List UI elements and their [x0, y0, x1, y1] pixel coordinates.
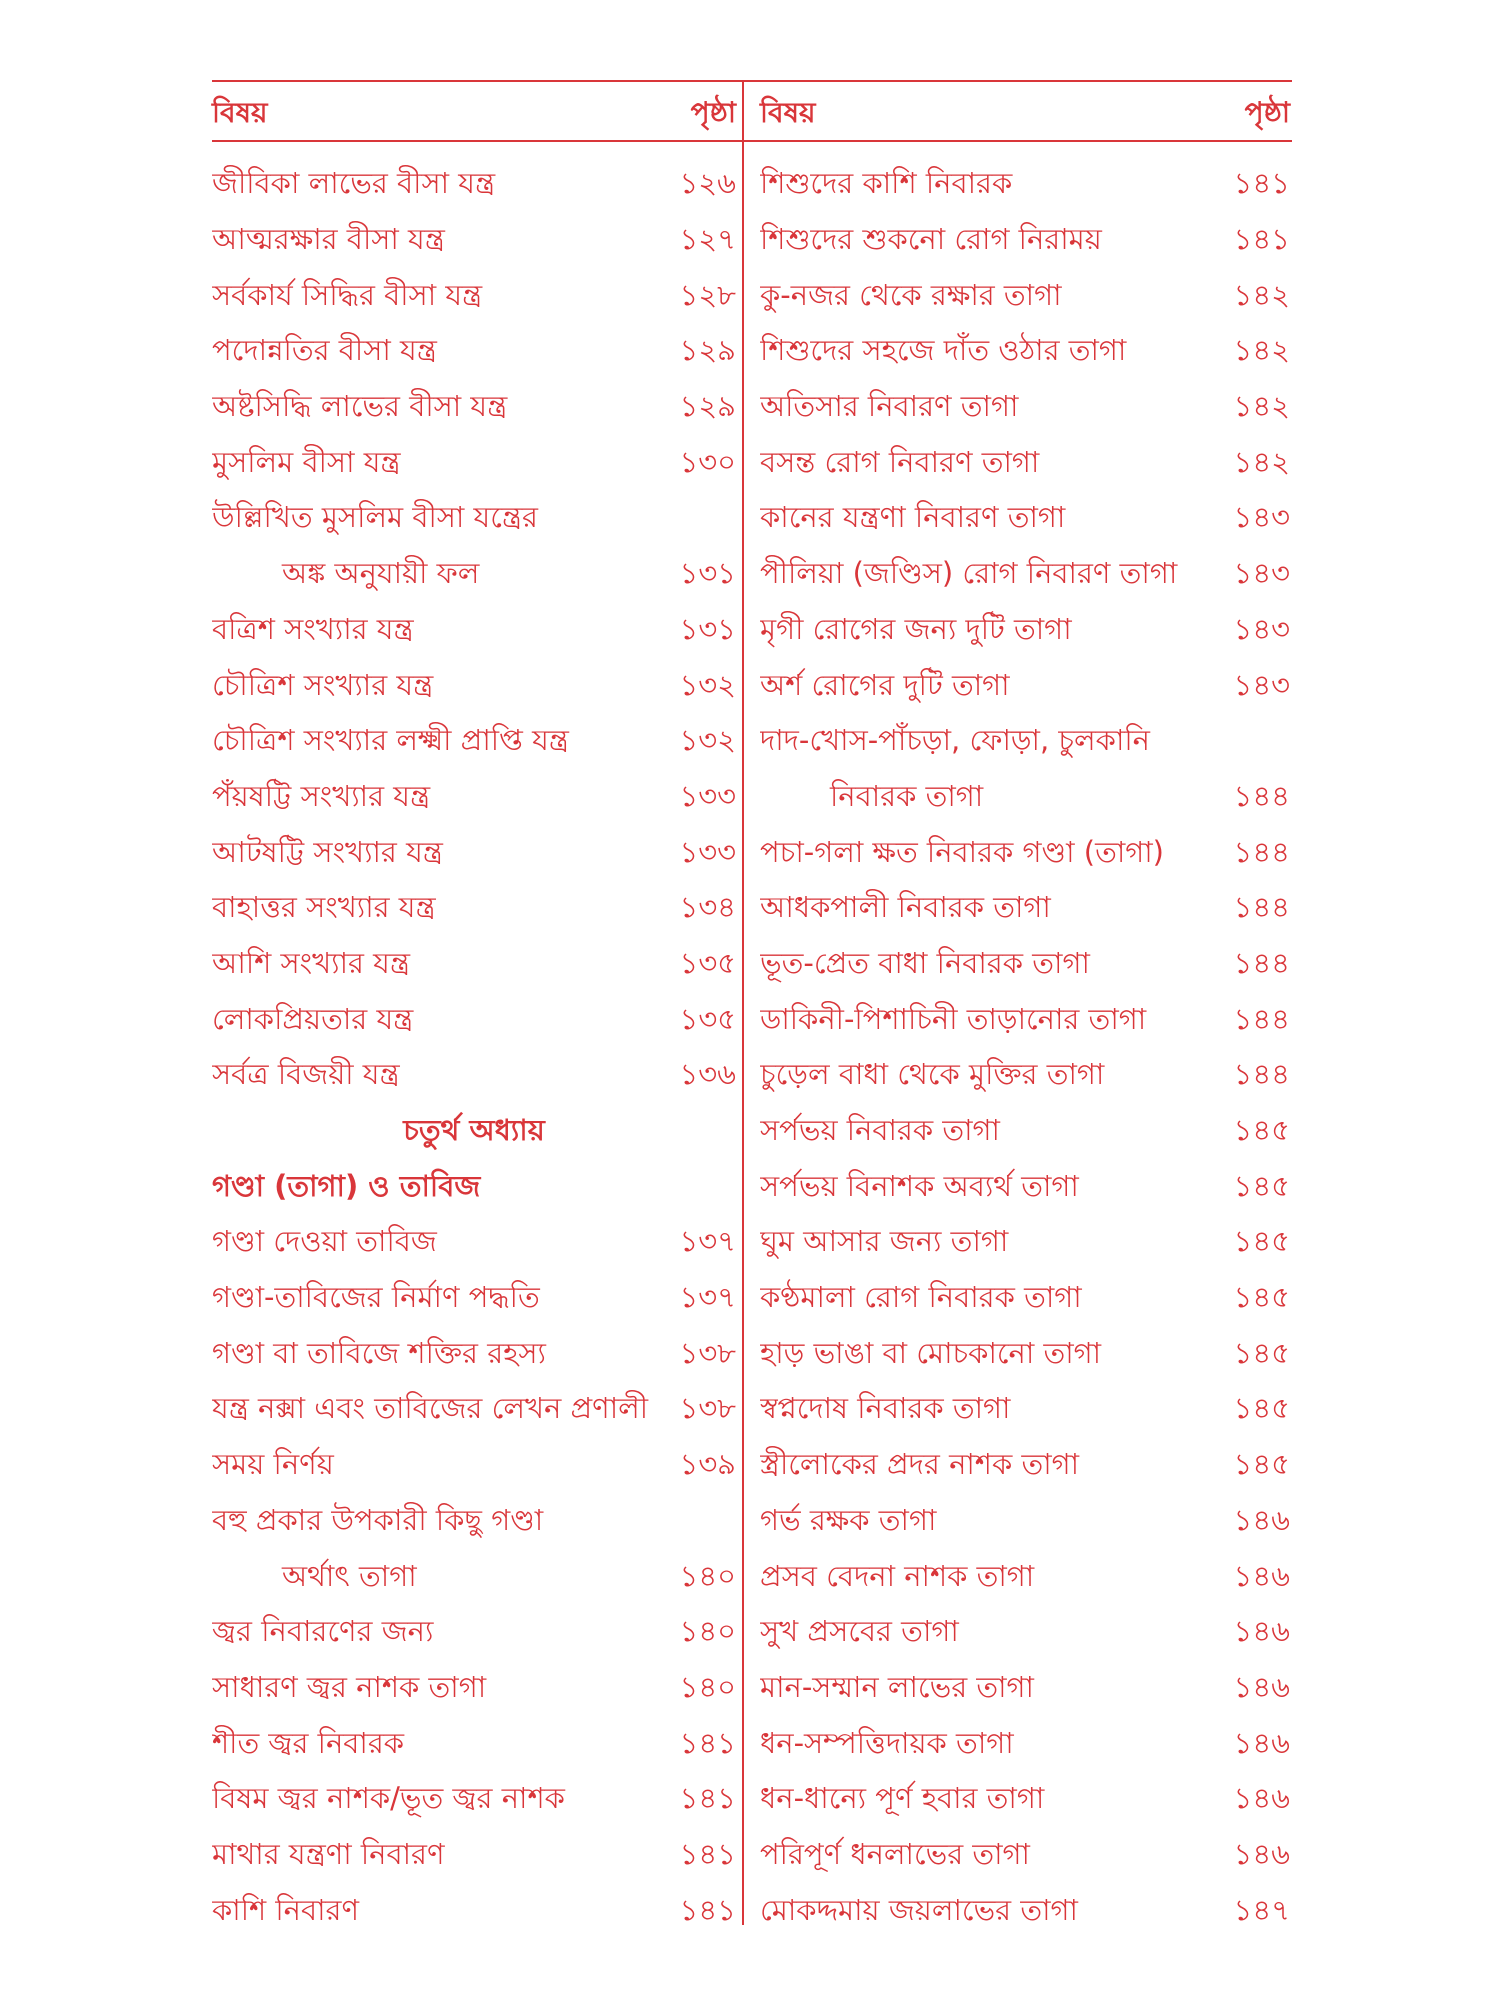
entry-page: ১৩৯	[679, 1447, 736, 1482]
entry-page: ১৪৬	[1233, 1836, 1290, 1871]
entry-page: ১৪২	[1233, 389, 1290, 424]
chapter-title: চতুর্থ অধ্যায়	[403, 1113, 545, 1148]
toc-entry	[212, 381, 736, 437]
entry-title: মান-সম্মান লাভের তাগা	[760, 1669, 1034, 1704]
entry-page: ১৩২	[679, 667, 736, 702]
left-entries	[212, 158, 736, 1940]
entry-title: চুড়েল বাধা থেকে মুক্তির তাগা	[760, 1057, 1105, 1092]
entry-page: ১৪৫	[1233, 1280, 1290, 1315]
toc-entry	[212, 1717, 736, 1773]
entry-page: ১৪২	[1233, 333, 1290, 368]
toc-entry	[760, 492, 1290, 548]
toc-entry	[760, 993, 1290, 1049]
entry-page: ১৪১	[1233, 166, 1290, 201]
entry-page: ১৪১	[679, 1781, 736, 1816]
toc-entry	[760, 715, 1290, 771]
entry-page: ১৪৫	[1233, 1224, 1290, 1259]
entry-title: লোকপ্রিয়তার যন্ত্র	[212, 1001, 414, 1036]
entry-title: মাথার যন্ত্রণা নিবারণ	[212, 1836, 445, 1871]
entry-title: পীলিয়া (জণ্ডিস) রোগ নিবারণ তাগা	[760, 556, 1178, 591]
toc-entry	[760, 1495, 1290, 1551]
toc-entry-continuation	[760, 771, 1290, 827]
toc-entry	[212, 1216, 736, 1272]
toc-entry	[212, 1439, 736, 1495]
entry-page: ১৩৬	[679, 1057, 736, 1092]
entry-page: ১৩১	[679, 611, 736, 646]
entry-title: শীত জ্বর নিবারক	[212, 1725, 405, 1760]
section-title: গণ্ডা (তাগা) ও তাবিজ	[212, 1168, 481, 1203]
section-heading	[212, 1160, 736, 1216]
toc-entry	[760, 1773, 1290, 1829]
subject-header: বিষয়	[760, 95, 816, 129]
toc-entry	[760, 548, 1290, 604]
toc-entry	[212, 436, 736, 492]
entry-title: দাদ-খোস-পাঁচড়া, ফোড়া, চুলকানি	[760, 723, 1150, 758]
entry-page: ১৪৫	[1233, 1168, 1290, 1203]
entry-title: সর্পভয় বিনাশক অব্যর্থ তাগা	[760, 1168, 1079, 1203]
entry-page: ১৪২	[1233, 277, 1290, 312]
entry-title: শিশুদের কাশি নিবারক	[760, 166, 1013, 201]
entry-page: ১৪১	[679, 1725, 736, 1760]
entry-page: ১২৮	[679, 277, 736, 312]
entry-page: ১৪৪	[1233, 1001, 1290, 1036]
entry-title: শিশুদের সহজে দাঁত ওঠার তাগা	[760, 333, 1127, 368]
toc-entry	[760, 1829, 1290, 1885]
toc-entry	[760, 269, 1290, 325]
right-entries	[760, 158, 1290, 1940]
toc-entry	[212, 269, 736, 325]
entry-title: ধন-ধান্যে পূর্ণ হবার তাগা	[760, 1781, 1045, 1816]
entry-title: কাশি নিবারণ	[212, 1892, 360, 1927]
toc-entry	[760, 1272, 1290, 1328]
entry-title: অর্থাৎ তাগা	[282, 1558, 417, 1593]
entry-title: সাধারণ জ্বর নাশক তাগা	[212, 1669, 487, 1704]
toc-entry	[212, 1829, 736, 1885]
toc-entry	[212, 1884, 736, 1940]
entry-title: অঙ্ক অনুযায়ী ফল	[282, 556, 480, 591]
entry-title: নিবারক তাগা	[830, 778, 984, 813]
toc-entry	[760, 158, 1290, 214]
toc-entry	[760, 659, 1290, 715]
entry-page: ১৪১	[1233, 222, 1290, 257]
entry-page: ১৪৬	[1233, 1781, 1290, 1816]
toc-entry	[760, 938, 1290, 994]
toc-entry	[760, 436, 1290, 492]
toc-entry	[760, 1216, 1290, 1272]
toc-entry	[212, 1495, 736, 1551]
toc-entry	[760, 1105, 1290, 1161]
toc-entry	[760, 1606, 1290, 1662]
toc-entry	[760, 1049, 1290, 1105]
entry-title: আধকপালী নিবারক তাগা	[760, 890, 1051, 925]
entry-title: ঘুম আসার জন্য তাগা	[760, 1224, 1009, 1259]
entry-page: ১৩৩	[679, 778, 736, 813]
entry-title: অষ্টসিদ্ধি লাভের বীসা যন্ত্র	[212, 389, 508, 424]
entry-page: ১৩৩	[679, 834, 736, 869]
entry-title: পদোন্নতির বীসা যন্ত্র	[212, 333, 437, 368]
entry-title: মুসলিম বীসা যন্ত্র	[212, 444, 401, 479]
entry-page: ১৪৫	[1233, 1447, 1290, 1482]
entry-title: আত্মরক্ষার বীসা যন্ত্র	[212, 222, 445, 257]
entry-title: পঁয়ষট্টি সংখ্যার যন্ত্র	[212, 778, 431, 813]
toc-entry	[760, 1884, 1290, 1940]
entry-title: উল্লিখিত মুসলিম বীসা যন্ত্রের	[212, 500, 538, 535]
entry-title: বহু প্রকার উপকারী কিছু গণ্ডা	[212, 1502, 544, 1537]
entry-page: ১৪৩	[1233, 611, 1290, 646]
entry-page: ১৪৬	[1233, 1725, 1290, 1760]
entry-title: বত্রিশ সংখ্যার যন্ত্র	[212, 611, 414, 646]
toc-entry	[212, 826, 736, 882]
entry-title: আশি সংখ্যার যন্ত্র	[212, 945, 411, 980]
entry-page: ১৪০	[679, 1669, 736, 1704]
entry-title: সর্বকার্য সিদ্ধির বীসা যন্ত্র	[212, 277, 483, 312]
entry-page: ১২৭	[679, 222, 736, 257]
entry-title: গণ্ডা-তাবিজের নির্মাণ পদ্ধতি	[212, 1280, 540, 1315]
entry-page: ১৩১	[679, 556, 736, 591]
toc-entry	[212, 882, 736, 938]
entry-page: ১৪৩	[1233, 556, 1290, 591]
toc-entry	[212, 938, 736, 994]
entry-page: ১৩০	[679, 444, 736, 479]
toc-entry	[760, 325, 1290, 381]
entry-page: ১৩৫	[679, 945, 736, 980]
entry-page: ১৪৫	[1233, 1391, 1290, 1426]
entry-title: সময় নির্ণয়	[212, 1447, 334, 1482]
entry-page: ১৪০	[679, 1558, 736, 1593]
toc-entry	[760, 826, 1290, 882]
subject-header: বিষয়	[212, 95, 268, 129]
table-of-contents	[212, 80, 1292, 1925]
entry-page: ১৪০	[679, 1614, 736, 1649]
entry-page: ১৪২	[1233, 444, 1290, 479]
entry-title: পরিপূর্ণ ধনলাভের তাগা	[760, 1836, 1030, 1871]
entry-page: ১২৯	[679, 389, 736, 424]
left-column-header	[212, 92, 736, 136]
entry-page: ১৩৭	[679, 1280, 736, 1315]
entry-title: অতিসার নিবারণ তাগা	[760, 389, 1019, 424]
entry-title: মৃগী রোগের জন্য দুটি তাগা	[760, 611, 1072, 646]
toc-entry	[212, 1049, 736, 1105]
toc-entry	[212, 1606, 736, 1662]
toc-entry	[212, 659, 736, 715]
chapter-heading	[212, 1105, 736, 1161]
toc-entry	[760, 1662, 1290, 1718]
entry-title: সর্বত্র বিজয়ী যন্ত্র	[212, 1057, 400, 1092]
entry-title: গণ্ডা বা তাবিজে শক্তির রহস্য	[212, 1335, 546, 1370]
toc-entry	[760, 882, 1290, 938]
toc-entry	[760, 381, 1290, 437]
entry-page: ১৪৫	[1233, 1113, 1290, 1148]
entry-title: অর্শ রোগের দুটি তাগা	[760, 667, 1010, 702]
toc-entry	[760, 214, 1290, 270]
toc-entry	[760, 1160, 1290, 1216]
entry-title: স্ত্রীলোকের প্রদর নাশক তাগা	[760, 1447, 1080, 1482]
entry-page: ১৪৫	[1233, 1335, 1290, 1370]
entry-page: ১৩৫	[679, 1001, 736, 1036]
entry-page: ১৪৪	[1233, 1057, 1290, 1092]
toc-entry	[760, 1439, 1290, 1495]
entry-title: চৌত্রিশ সংখ্যার লক্ষ্মী প্রাপ্তি যন্ত্র	[212, 723, 569, 758]
entry-title: জীবিকা লাভের বীসা যন্ত্র	[212, 166, 496, 201]
entry-title: বিষম জ্বর নাশক/ভূত জ্বর নাশক	[212, 1781, 565, 1816]
entry-page: ১৪৩	[1233, 500, 1290, 535]
toc-entry	[212, 993, 736, 1049]
entry-page: ১৩২	[679, 723, 736, 758]
right-column-header	[760, 92, 1290, 136]
entry-title: বসন্ত রোগ নিবারণ তাগা	[760, 444, 1040, 479]
toc-entry	[212, 604, 736, 660]
toc-entry	[760, 1550, 1290, 1606]
entry-title: জ্বর নিবারণের জন্য	[212, 1614, 434, 1649]
toc-entry	[212, 1272, 736, 1328]
entry-title: ধন-সম্পত্তিদায়ক তাগা	[760, 1725, 1014, 1760]
entry-page: ১৪৪	[1233, 890, 1290, 925]
entry-page: ১৪৪	[1233, 945, 1290, 980]
entry-page: ১৩৮	[679, 1335, 736, 1370]
entry-page: ১৪৭	[1233, 1892, 1290, 1927]
toc-entry	[212, 214, 736, 270]
entry-title: কু-নজর থেকে রক্ষার তাগা	[760, 277, 1062, 312]
entry-title: স্বপ্নদোষ নিবারক তাগা	[760, 1391, 1011, 1426]
toc-entry	[212, 492, 736, 548]
entry-title: গণ্ডা দেওয়া তাবিজ	[212, 1224, 437, 1259]
toc-entry	[212, 1327, 736, 1383]
entry-title: ডাকিনী-পিশাচিনী তাড়ানোর তাগা	[760, 1001, 1147, 1036]
toc-entry	[760, 1383, 1290, 1439]
entry-title: কণ্ঠমালা রোগ নিবারক তাগা	[760, 1280, 1082, 1315]
entry-title: মোকদ্দমায় জয়লাভের তাগা	[760, 1892, 1078, 1927]
page-header: পৃষ্ঠা	[690, 95, 736, 129]
entry-title: হাড় ভাঙা বা মোচকানো তাগা	[760, 1335, 1102, 1370]
toc-entry	[760, 604, 1290, 660]
right-column	[760, 80, 1290, 1925]
entry-title: যন্ত্র নক্সা এবং তাবিজের লেখন প্রণালী	[212, 1391, 649, 1426]
entry-page: ১৪১	[679, 1892, 736, 1927]
entry-page: ১৪১	[679, 1836, 736, 1871]
toc-entry	[212, 158, 736, 214]
toc-entry	[212, 1662, 736, 1718]
entry-page: ১৪৬	[1233, 1669, 1290, 1704]
entry-page: ১৪৩	[1233, 667, 1290, 702]
toc-entry	[212, 325, 736, 381]
entry-title: কানের যন্ত্রণা নিবারণ তাগা	[760, 500, 1066, 535]
toc-entry-continuation	[212, 548, 736, 604]
toc-entry	[760, 1327, 1290, 1383]
entry-title: বাহাত্তর সংখ্যার যন্ত্র	[212, 890, 436, 925]
entry-page: ১৪৪	[1233, 778, 1290, 813]
entry-title: শিশুদের শুকনো রোগ নিরাময়	[760, 222, 1102, 257]
column-divider	[742, 80, 744, 1925]
toc-entry-continuation	[212, 1550, 736, 1606]
entry-title: আটষট্টি সংখ্যার যন্ত্র	[212, 834, 443, 869]
left-column	[212, 80, 736, 1925]
toc-entry	[760, 1717, 1290, 1773]
entry-title: সর্পভয় নিবারক তাগা	[760, 1113, 1000, 1148]
toc-entry	[212, 715, 736, 771]
entry-page: ১২৯	[679, 333, 736, 368]
entry-page: ১২৬	[679, 166, 736, 201]
entry-page: ১৪৬	[1233, 1558, 1290, 1593]
entry-title: সুখ প্রসবের তাগা	[760, 1614, 959, 1649]
toc-entry	[212, 1383, 736, 1439]
entry-title: গর্ভ রক্ষক তাগা	[760, 1502, 937, 1537]
page-header: পৃষ্ঠা	[1244, 95, 1290, 129]
entry-title: ভূত-প্রেত বাধা নিবারক তাগা	[760, 945, 1090, 980]
entry-title: পচা-গলা ক্ষত নিবারক গণ্ডা (তাগা)	[760, 834, 1164, 869]
entry-page: ১৩৪	[679, 890, 736, 925]
entry-title: চৌত্রিশ সংখ্যার যন্ত্র	[212, 667, 434, 702]
toc-entry	[212, 1773, 736, 1829]
toc-entry	[212, 771, 736, 827]
entry-title: প্রসব বেদনা নাশক তাগা	[760, 1558, 1035, 1593]
entry-page: ১৩৭	[679, 1224, 736, 1259]
entry-page: ১৪৪	[1233, 834, 1290, 869]
entry-page: ১৪৬	[1233, 1614, 1290, 1649]
entry-page: ১৪৬	[1233, 1502, 1290, 1537]
entry-page: ১৩৮	[679, 1391, 736, 1426]
